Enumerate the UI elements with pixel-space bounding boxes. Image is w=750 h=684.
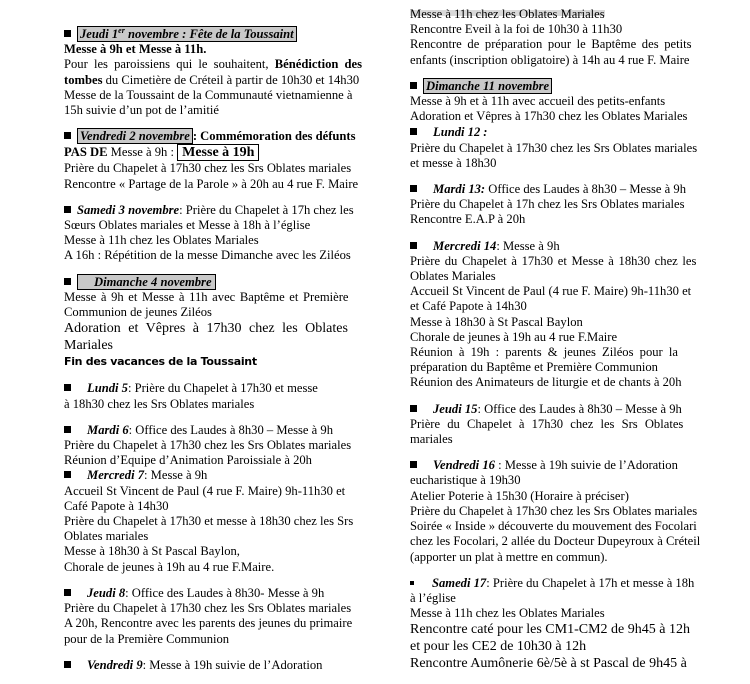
bullet-icon [64, 661, 71, 668]
entry-title: Jeudi 15 [433, 401, 478, 416]
entry-mercredi-14: Mercredi 14: Messe à 9h Prière du Chapelet à 17h30 et Messe à 18h30 chez les Oblates Mariales Accueil St Vincent de Paul (4 rue F. Maire) 9h-11h30 et et Café Papote à 14h30 Messe à 18h30 à St Pascal Baylon Chorale de jeunes à 19h au 4 rue F.Maire Réunion à 19h : parents & jeunes Ziléos pour la préparation du Baptême et Première Communion Réunion des Animateurs de liturgie et de chants à 20h [410, 238, 697, 390]
entry-defunts: Vendredi 2 novembre : Commémoration des défunts PAS DE Messe à 9h : Messe à 19h Prière du Chapelet à 17h30 chez les Srs Oblates mariales Rencontre « Partage de la Parole » à 20h au 4 rue F. Maire [64, 129, 359, 191]
entry-samedi-17: Samedi 17: Prière du Chapelet à 17h et messe à 18h à l’église Messe à 11h chez les Oblates Mariales Rencontre caté pour les CM1-CM2 de 9h45 à 12h et pour les CE2 de 10h30 à 12h Rencontre Aumônerie 6è/5è à st Pascal de 9h45 à [410, 575, 695, 672]
right-column [410, 7, 701, 683]
entry-lundi-12: Lundi 12 : Prière du Chapelet à 17h30 chez les Srs Oblates mariales et messe à 18h30 [410, 125, 698, 170]
entry-samedi-10-continued: Messe à 11h chez les Oblates Mariales Rencontre Eveil à la foi de 10h30 à 11h30 Rencontre de préparation pour le Baptême des petits enfants (inscription obligatoire) à 14h au 4 rue F. Maire [410, 7, 692, 67]
bullet-icon [64, 426, 71, 433]
bullet-icon [64, 278, 71, 285]
entry-title: Dimanche 4 novembre [77, 274, 216, 290]
bullet-icon [410, 405, 417, 412]
entry-title: Dimanche 11 novembre [423, 78, 552, 94]
bullet-icon [410, 242, 417, 249]
entry-title: Mardi 13: [433, 182, 486, 197]
entry-vendredi-16: Vendredi 16 : Messe à 19h suivie de l’Adoration eucharistique à 19h30 Atelier Poterie à 15h30 (Horaire à préciser) Prière du Chapelet à 17h30 chez les Srs Oblates mariales Soirée « Inside » découverte du mouvement des Focolari chez les Focolari, 2 allée du Docteur Dupeyroux à Créteil (apporter un plat à mettre en commun). [410, 458, 701, 564]
entry-title: Mardi 6 [87, 422, 129, 437]
bullet-icon [64, 132, 71, 139]
entry-title: Vendredi 2 novembre [77, 128, 193, 144]
entry-samedi-3: Samedi 3 novembre: Prière du Chapelet à 17h chez les Sœurs Oblates mariales et Messe à 18h à l’église Messe à 11h chez les Oblates Mariales A 16h : Répétition de la messe Dimanche avec les Ziléos [64, 202, 354, 263]
entry-mardi-6: Mardi 6: Office des Laudes à 8h30 – Messe à 9h Prière du Chapelet à 17h30 chez les Srs Oblates mariales Réunion d’Equipe d’Animation Paroissiale à 20h [64, 422, 352, 468]
entry-title: Jeudi 8 [87, 585, 126, 600]
bullet-icon [64, 206, 71, 213]
bullet-icon [410, 581, 414, 585]
bullet-icon [64, 384, 71, 391]
vacances-note: Fin des vacances de la Toussaint [64, 355, 257, 369]
entry-title: Vendredi 9 [87, 657, 143, 672]
entry-title: Lundi 12 [433, 125, 481, 140]
masses-line: Messe à 9h et Messe à 11h. [64, 42, 207, 57]
entry-title: Mercredi 14 [433, 238, 497, 253]
bullet-icon [410, 185, 417, 192]
left-column [64, 27, 361, 684]
entry-title: Lundi 5 [87, 381, 128, 396]
entry-lundi-5: Lundi 5: Prière du Chapelet à 17h30 et messe à 18h30 chez les Srs Oblates mariales [64, 381, 318, 411]
entry-jeudi-8: Jeudi 8: Office des Laudes à 8h30- Messe à 9h Prière du Chapelet à 17h30 chez les Srs Oblates mariales A 20h, Rencontre avec les parents des jeunes du primaire pour de la Première Communion [64, 585, 353, 646]
bullet-icon [64, 589, 71, 596]
bullet-icon [64, 471, 71, 478]
entry-title: Jeudi 1er novembre : Fête de la Toussaint [77, 26, 297, 42]
bullet-icon [410, 82, 417, 89]
bullet-icon [64, 30, 71, 37]
bullet-icon [410, 128, 417, 135]
entry-mercredi-7: Mercredi 7: Messe à 9h Accueil St Vincent de Paul (4 rue F. Maire) 9h-11h30 et Café Papote à 14h30 Prière du Chapelet à 17h30 et messe à 18h30 chez les Srs Oblates mariales Messe à 18h30 à St Pascal Baylon, Chorale de jeunes à 19h au 4 rue F.Maire. [64, 468, 354, 574]
entry-dimanche-11: Dimanche 11 novembre Messe à 9h et à 11h avec accueil des petits-enfants Adoration et Vêpres à 17h30 chez les Oblates Mariales [410, 78, 688, 124]
entry-title: Vendredi 16 [433, 458, 495, 473]
entry-jeudi-15: Jeudi 15: Office des Laudes à 8h30 – Messe à 9h Prière du Chapelet à 17h30 chez les Srs Oblates mariales [410, 401, 684, 447]
entry-dimanche-4: Dimanche 4 novembre Messe à 9h et Messe à 11h avec Baptême et Première Communion de jeunes Ziléos Adoration et Vêpres à 17h30 chez les Oblates Mariales Fin des vacances de la Toussaint [64, 275, 361, 370]
entry-title: Samedi 3 novembre [77, 202, 180, 217]
entry-title: Mercredi 7 [87, 468, 145, 483]
bullet-icon [410, 461, 417, 468]
entry-mardi-13: Mardi 13: Office des Laudes à 8h30 – Messe à 9h Prière du Chapelet à 17h chez les Srs Oblates mariales Rencontre E.A.P à 20h [410, 182, 687, 227]
entry-toussaint: Jeudi 1er novembre : Fête de la Toussaint Messe à 9h et Messe à 11h. Pour les paroissiens qui le souhaitent, Bénédiction des tombes du Cimetière de Créteil à partir de 10h30 et 14h30 Messe de la Toussaint de la Communauté vietnamienne à 15h suivie d’un pot de l’amitié [64, 25, 363, 118]
entry-title: Samedi 17 [432, 575, 487, 590]
entry-vendredi-9: Vendredi 9: Messe à 19h suivie de l’Adoration [64, 658, 361, 673]
